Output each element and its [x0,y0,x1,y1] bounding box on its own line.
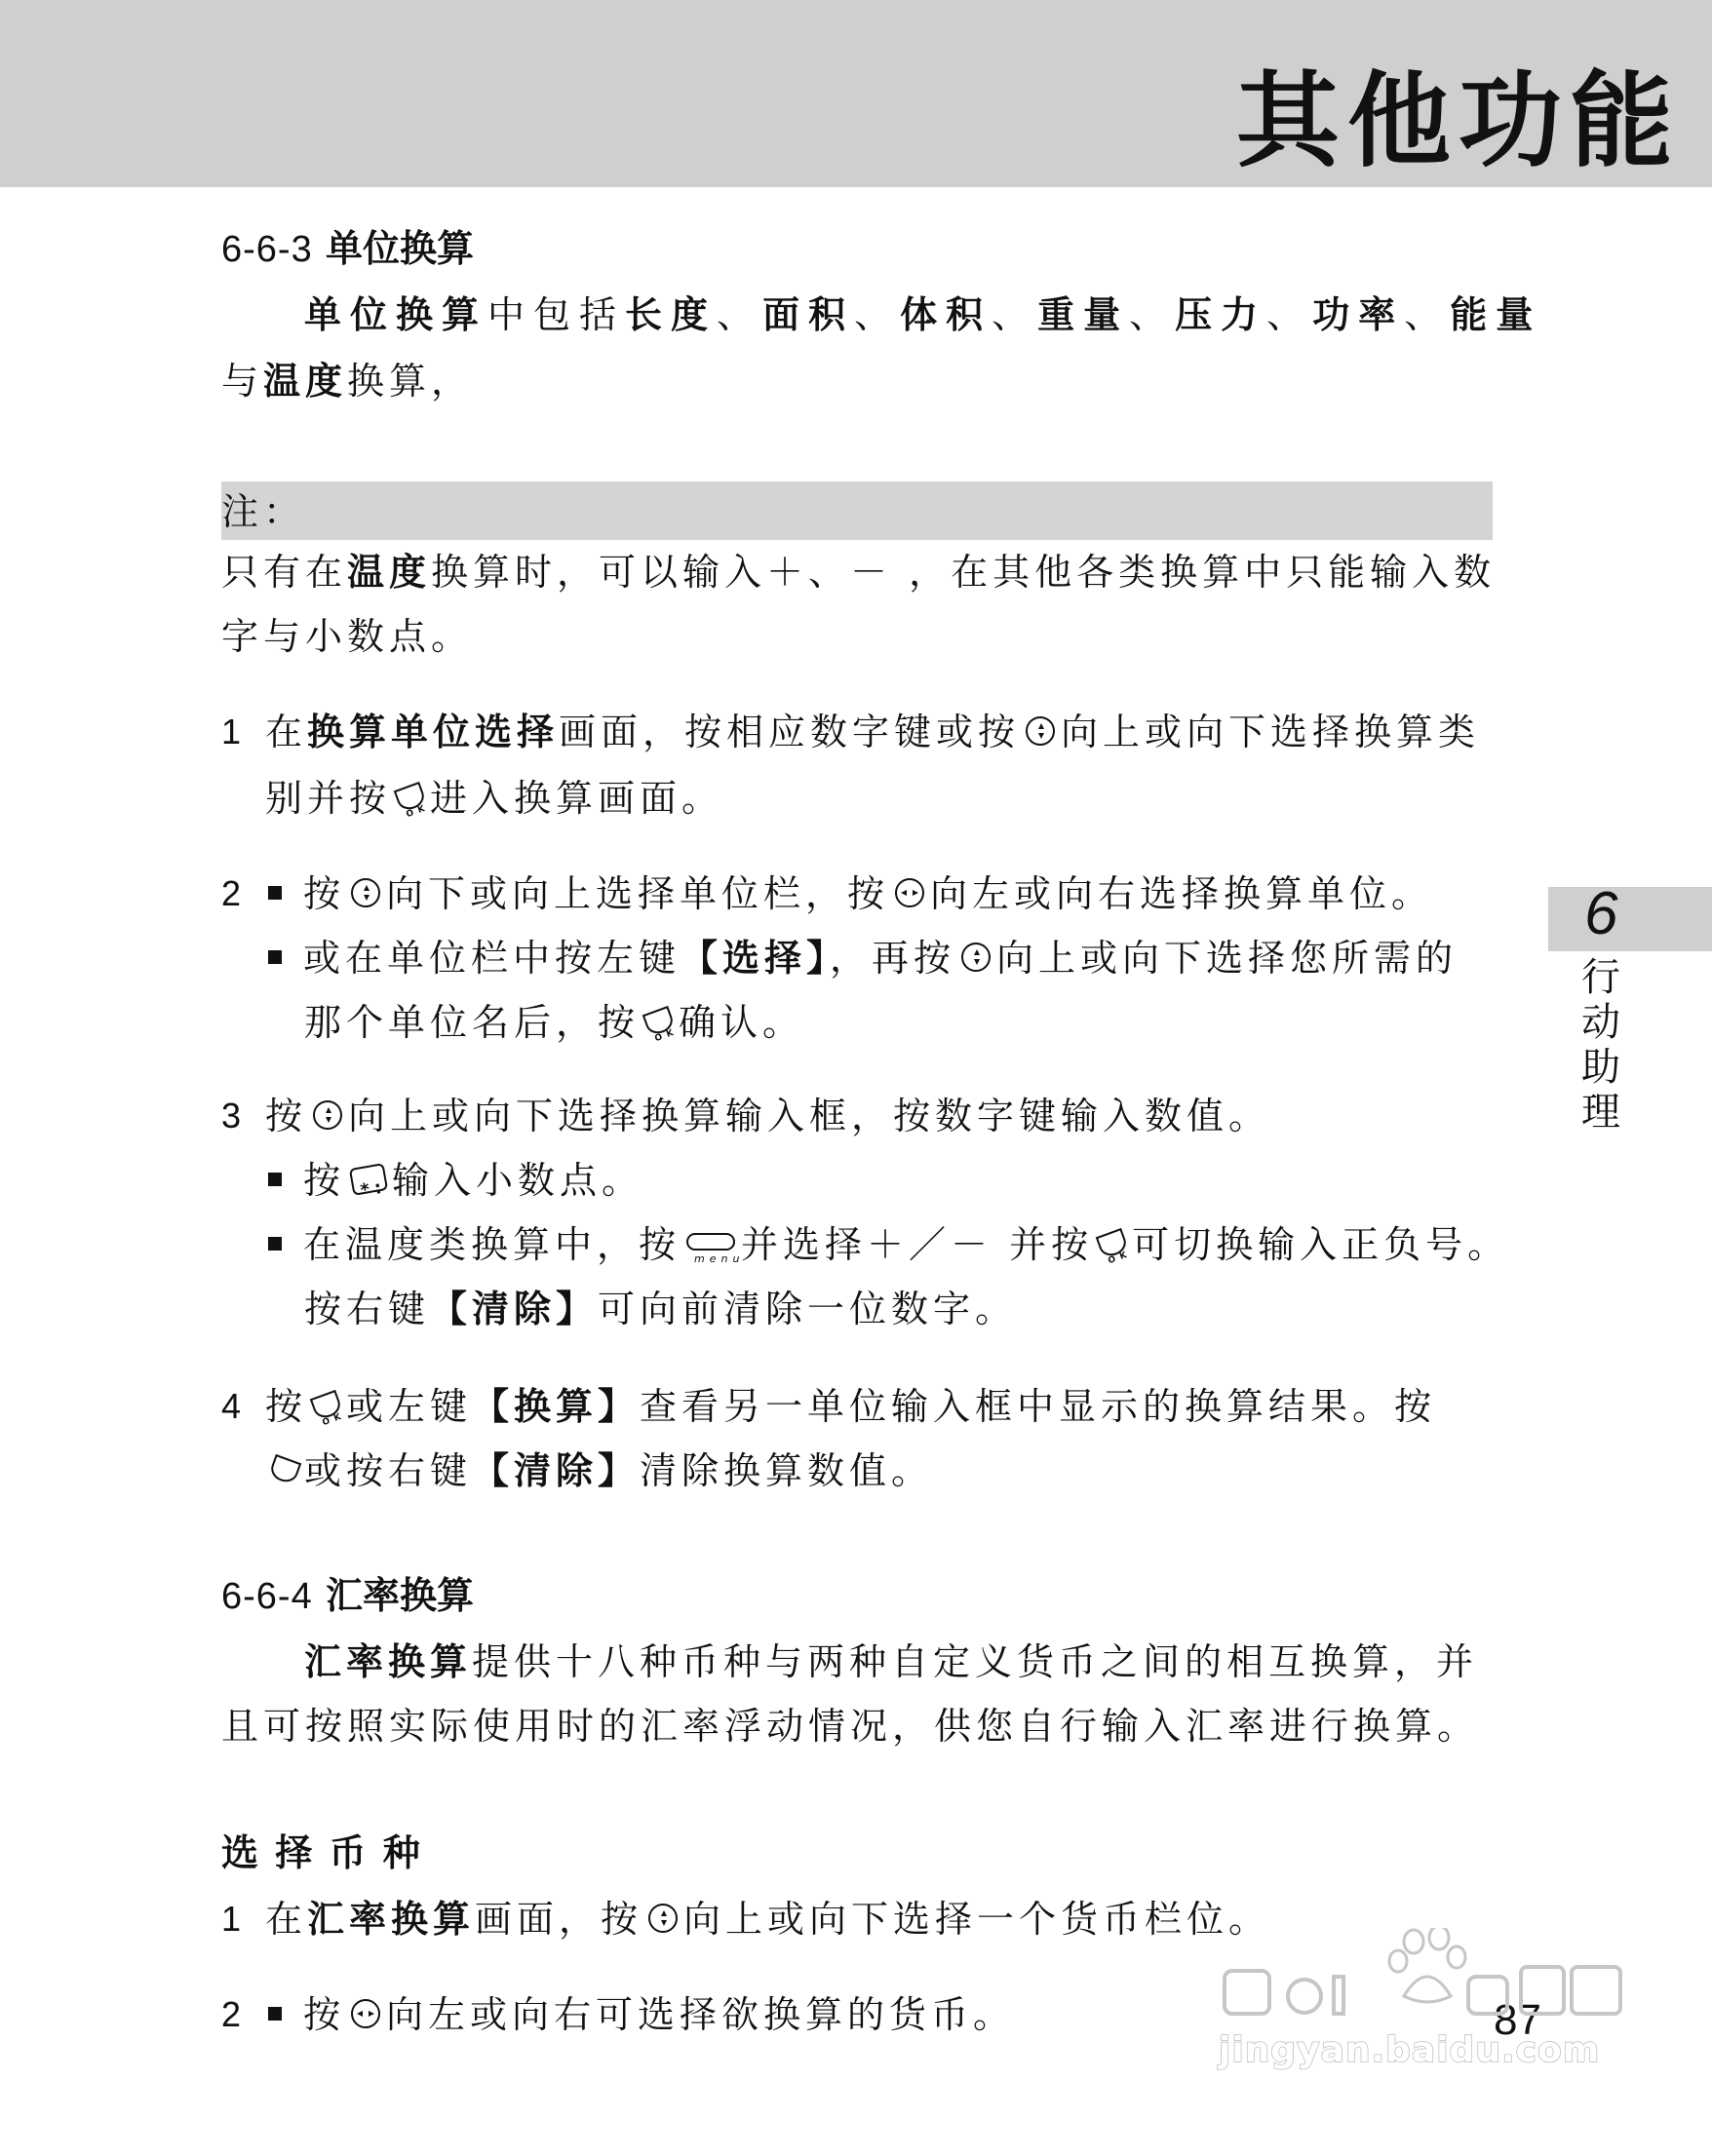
bold-term: 【清除】 [472,1449,641,1492]
page-number: 87 [1494,1996,1541,2044]
ok-key-icon [1096,1227,1130,1258]
section-number: 6-6-4 [221,1576,313,1617]
section-heading-unit-conversion [221,224,474,274]
unit-intro-line-1 [304,290,1541,339]
subheading-select-currency: 选 择 币 种 [221,1831,422,1874]
watermark-url: jingyan.baidu.com [1219,2030,1601,2070]
text-segment: 换算， [347,360,474,403]
step3-line-4 [304,1285,1017,1333]
nav-up-down-key-icon [961,943,991,972]
step2-line-3 [304,998,804,1047]
text-segment: 向上或向下选择换算输入框，按数字键输入数值。 [348,1095,1271,1137]
text-segment: 那个单位名后，按 [304,1001,641,1044]
bold-term: 功率 [1312,293,1405,336]
bold-term: 【换算】 [472,1385,641,1428]
text-segment: 、 [854,293,901,336]
text-segment: 按 [265,1095,308,1137]
ok-key-icon [394,781,428,812]
bold-term: 面积 [762,293,855,336]
text-segment: 中包括 [487,293,626,336]
step-number: 4 [221,1386,242,1426]
text-segment: 向上或向下选择您所需的 [996,937,1459,980]
step4-line-2 [265,1446,933,1495]
text-segment: 只有在 [221,551,348,594]
text-segment: 、 [1404,293,1451,336]
bold-term: 汇率换算 [307,1898,476,1941]
bold-term: 体积 [900,293,992,336]
text-segment: 画面，按相应数字键或按 [559,711,1021,753]
step3-line-2 [268,1156,643,1205]
bold-term: 压力 [1175,293,1267,336]
text-segment: 、 [1266,293,1313,336]
nav-left-right-key-icon [351,1999,380,2028]
bold-term: 【选择】 [681,937,831,980]
bullet-icon [268,1173,282,1186]
text-segment: 并选择＋／－ 并按 [741,1223,1094,1266]
chapter-tab [1548,887,1712,951]
section-title: 单位换算 [325,227,474,270]
text-segment: 输入小数点。 [392,1159,644,1202]
text-segment: 按右键 [304,1288,431,1330]
text-segment: 确认。 [679,1001,805,1044]
text-segment: 向左或向右选择换算单位。 [930,872,1434,915]
step-number: 3 [221,1096,242,1136]
text-segment: 向左或向右可选择欲换算的货币。 [386,1993,1016,2036]
section-heading-exchange-rate [221,1571,474,1621]
text-segment: 可向前清除一位数字。 [598,1288,1018,1330]
text-segment: 向上或向下选择一个货币栏位。 [683,1898,1271,1941]
bold-term: 重量 [1037,293,1130,336]
text-segment: 与 [221,360,264,403]
bullet-icon [268,1237,282,1251]
currency-step1-line [265,1895,1270,1944]
currency-step2-line [268,1990,1015,2039]
text-segment: 进入换算画面。 [430,777,724,820]
text-segment: 在 [265,711,308,753]
text-segment: 或在单位栏中按左键 [303,937,681,980]
star-key-icon [349,1163,388,1196]
nav-up-down-key-icon [313,1100,342,1130]
bullet-icon [268,2007,282,2021]
step3-line-3 [268,1220,1509,1269]
text-segment: 别并按 [265,777,392,820]
text-segment: 查看另一单位输入框中显示的换算结果。按 [640,1385,1437,1428]
text-segment: 、 [717,293,763,336]
unit-intro-line-2 [221,357,473,405]
nav-up-down-key-icon [1026,716,1055,746]
text-segment: 提供十八种币种与两种自定义货币之间的相互换算，并 [472,1640,1479,1683]
step1-line-1 [265,708,1480,756]
bold-term: 换算单位选择 [307,711,560,753]
step-number: 2 [221,1994,242,2034]
section-title: 汇率换算 [325,1574,474,1617]
bold-term: 单位换算 [304,293,488,336]
section-number: 6-6-3 [221,229,313,270]
text-segment: 按 [265,1385,308,1428]
note-line-1 [221,548,1496,597]
text-segment: 清除换算数值。 [640,1449,934,1492]
note-label: 注： [221,490,306,533]
nav-left-right-key-icon [895,878,924,907]
nav-up-down-key-icon [351,878,380,907]
page-title: 其他功能 [1236,61,1681,181]
text-segment: 在 [265,1898,308,1941]
text-segment: 按 [303,1159,346,1202]
bullet-icon [268,950,282,964]
step2-line-2 [268,934,1458,982]
text-segment: 可切换输入正负号。 [1132,1223,1510,1266]
bold-term: 长度 [625,293,718,336]
text-segment: 、 [992,293,1038,336]
bold-term: 【清除】 [430,1288,599,1330]
chapter-number: 6 [1584,880,1618,947]
text-segment: 画面，按 [475,1898,643,1941]
rate-intro-line-1 [304,1637,1478,1686]
text-segment: 换算时，可以输入＋、－ ，在其他各类换算中只能输入数 [431,551,1497,594]
step3-line-1 [265,1092,1270,1140]
end-key-icon [268,1453,302,1484]
step1-line-2 [265,774,723,823]
bold-term: 汇率换算 [304,1640,473,1683]
text-segment: 按 [303,872,346,915]
text-segment: 在温度类换算中，按 [303,1223,681,1266]
text-segment: 、 [1129,293,1176,336]
baidu-watermark-logo [1219,1928,1628,2016]
bold-term: 温度 [347,551,432,594]
text-segment: 或按右键 [304,1449,473,1492]
ok-key-icon [310,1389,344,1420]
note-band [221,481,1493,540]
step-number: 1 [221,1899,242,1939]
note-line-2: 字与小数点。 [221,615,474,658]
text-segment: ，再按 [830,937,956,980]
rate-intro-line-2: 且可按照实际使用时的汇率浮动情况，供您自行输入汇率进行换算。 [221,1705,1480,1748]
step2-line-1 [268,869,1433,918]
chapter-label: 行动助理 [1581,955,1620,1135]
text-segment: 向上或向下选择换算类 [1061,711,1481,753]
text-segment: 或左键 [346,1385,473,1428]
bold-term: 能量 [1450,293,1542,336]
nav-up-down-key-icon [648,1904,678,1933]
bold-term: 温度 [263,360,348,403]
bullet-icon [268,886,282,900]
step4-line-1 [265,1382,1436,1431]
step-number: 1 [221,712,242,751]
text-segment: 向下或向上选择单位栏，按 [386,872,890,915]
menu-key-icon [686,1233,735,1251]
step-number: 2 [221,873,242,913]
ok-key-icon [642,1005,677,1036]
text-segment: 按 [303,1993,346,2036]
